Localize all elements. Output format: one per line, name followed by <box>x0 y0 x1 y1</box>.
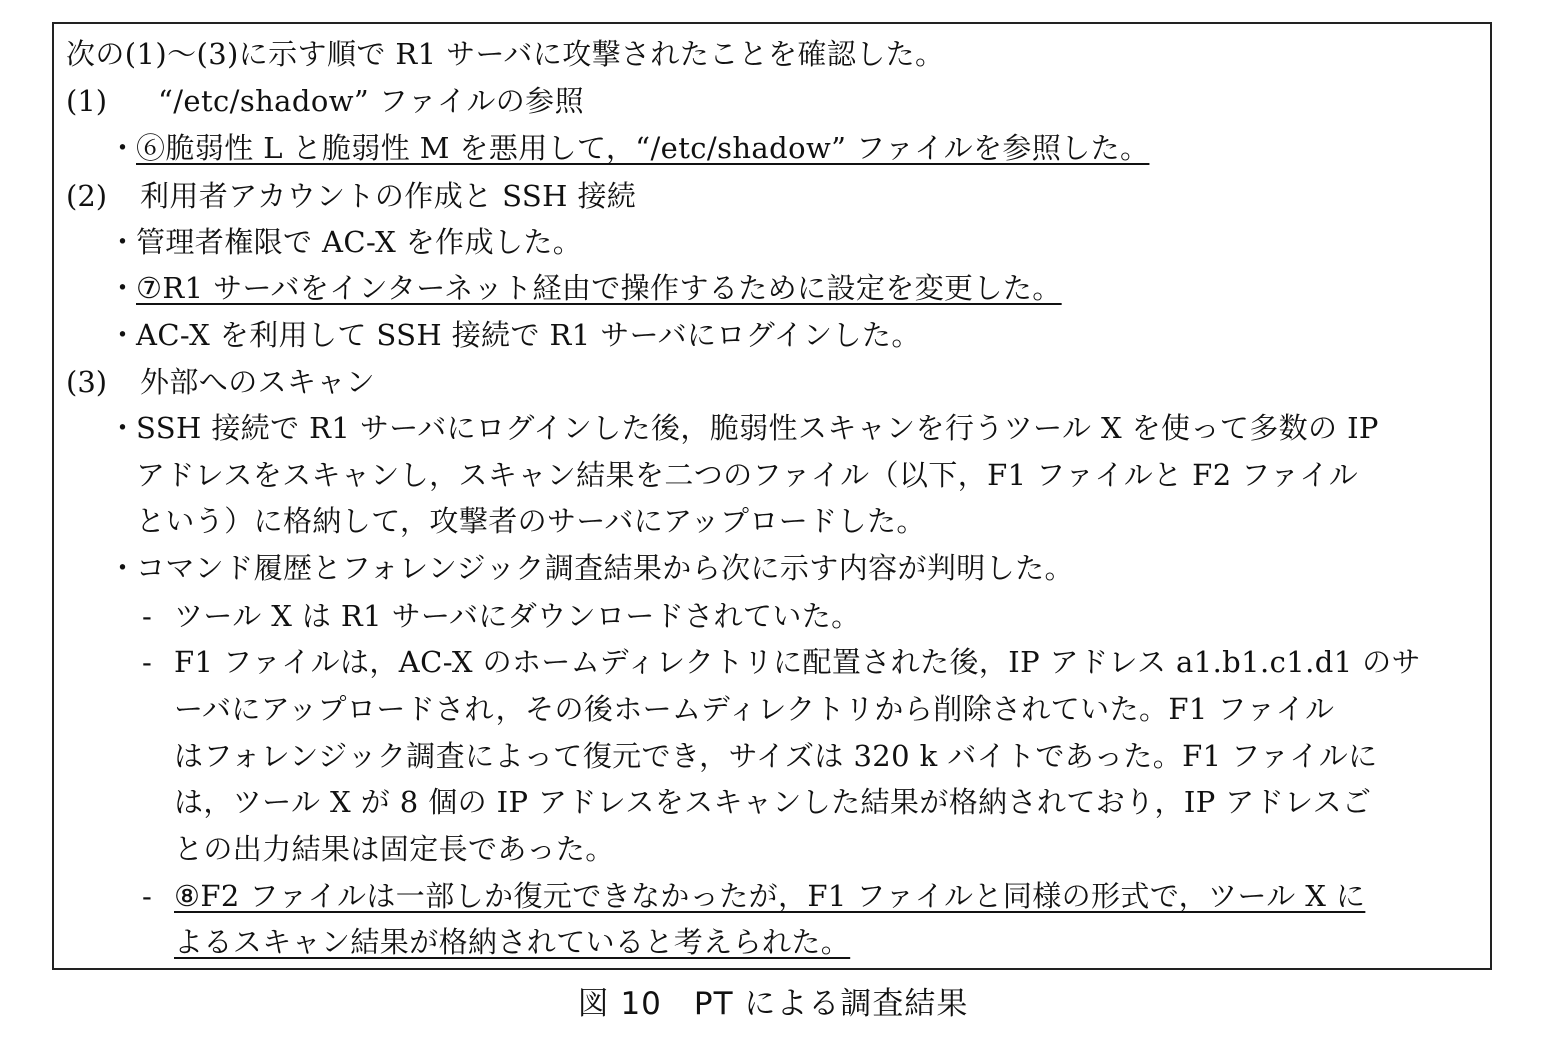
subitem-2-line-1: F1 ファイルは，AC-X のホームディレクトリに配置された後，IP アドレス a1.b1.c1.d1 のサ <box>174 645 1421 679</box>
section-3-item-1-line-2: アドレスをスキャンし，スキャン結果を二つのファイル（以下，F1 ファイルと F2 ファイル <box>136 458 1359 492</box>
subitem-2-marker: - <box>142 645 152 679</box>
section-3-number: (3) <box>66 365 108 399</box>
section-3-item-1-marker: ・ <box>108 411 138 445</box>
section-1-item-1-marker: ・ <box>108 131 138 165</box>
subitem-2-line-3: はフォレンジック調査によって復元でき，サイズは 320 k バイトであった。F1 ファイルに <box>174 739 1378 773</box>
section-2-item-1-marker: ・ <box>108 225 138 259</box>
section-3-item-1-line-1: SSH 接続で R1 サーバにログインした後，脆弱性スキャンを行うツール X を使って多数の IP <box>136 411 1379 445</box>
section-2-number: (2) <box>66 179 108 213</box>
subitem-3-line-2: よるスキャン結果が格納されていると考えられた。 <box>174 925 851 959</box>
subitem-1-text: ツール X は R1 サーバにダウンロードされていた。 <box>174 599 861 633</box>
subitem-2-line-5: との出力結果は固定長であった。 <box>174 832 615 866</box>
section-2-title: 利用者アカウントの作成と SSH 接続 <box>140 179 637 213</box>
figure-caption: 図 10 PT による調査結果 <box>577 986 969 1022</box>
section-2-item-3-text: AC-X を利用して SSH 接続で R1 サーバにログインした。 <box>136 318 921 352</box>
subitem-3-marker: - <box>142 879 152 913</box>
section-3-item-1-line-3: という）に格納して，攻撃者のサーバにアップロードした。 <box>136 504 926 538</box>
section-1-title: “/etc/shadow” ファイルの参照 <box>158 84 584 118</box>
section-2-item-1-text: 管理者権限で AC-X を作成した。 <box>136 225 583 259</box>
section-1-number: (1) <box>66 84 108 118</box>
section-3-title: 外部へのスキャン <box>140 365 376 399</box>
subitem-1-marker: - <box>142 599 152 633</box>
subitem-2-line-2: ーバにアップロードされ，その後ホームディレクトリから削除されていた。F1 ファイル <box>174 692 1335 726</box>
section-3-item-2-marker: ・ <box>108 551 138 585</box>
section-2-item-2-marker: ・ <box>108 271 138 305</box>
section-2-item-3-marker: ・ <box>108 318 138 352</box>
section-2-item-2-text: ⑦R1 サーバをインターネット経由で操作するために設定を変更した。 <box>136 271 1062 305</box>
intro-text: 次の(1)～(3)に示す順で R1 サーバに攻撃されたことを確認した。 <box>66 37 945 71</box>
section-1-item-1-text: ⑥脆弱性 L と脆弱性 M を悪用して，“/etc/shadow” ファイルを参照した。 <box>136 131 1150 165</box>
subitem-2-line-4: は，ツール X が 8 個の IP アドレスをスキャンした結果が格納されており，IP アドレスご <box>174 785 1372 819</box>
subitem-3-line-1: ⑧F2 ファイルは一部しか復元できなかったが，F1 ファイルと同様の形式で，ツール X に <box>174 879 1366 913</box>
section-3-item-2-text: コマンド履歴とフォレンジック調査結果から次に示す内容が判明した。 <box>136 551 1074 585</box>
